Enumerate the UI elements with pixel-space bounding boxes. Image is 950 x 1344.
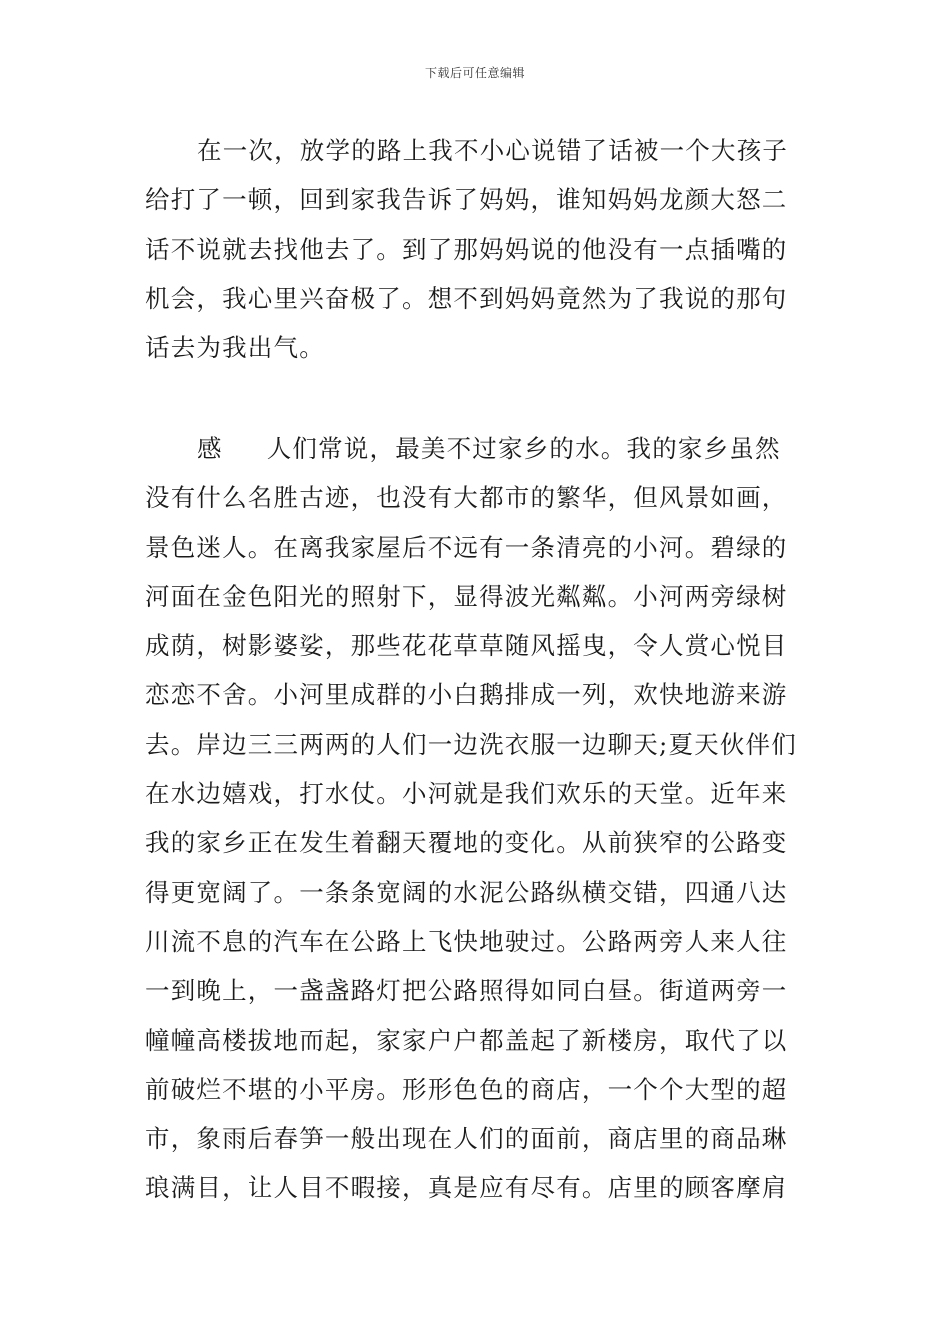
text-line: 前破烂不堪的小平房。形形色色的商店，一个个大型的超 [145, 1074, 788, 1104]
text-line: 恋恋不舍。小河里成群的小白鹅排成一列，欢快地游来游 [145, 680, 788, 710]
text-line: 川流不息的汽车在公路上飞快地驶过。公路两旁人来人往 [145, 926, 788, 956]
text-line: 去。岸边三三两两的人们一边洗衣服一边聊天;夏天伙伴们 [145, 729, 797, 759]
text-line: 给打了一顿，回到家我告诉了妈妈，谁知妈妈龙颜大怒二 [145, 185, 788, 215]
text-line: 我的家乡正在发生着翻天覆地的变化。从前狭窄的公路变 [145, 828, 788, 858]
text-line: 机会，我心里兴奋极了。想不到妈妈竟然为了我说的那句 [145, 283, 788, 313]
text-line: 没有什么名胜古迹，也没有大都市的繁华，但风景如画， [145, 483, 788, 513]
text-line: 一到晚上，一盏盏路灯把公路照得如同白昼。街道两旁一 [145, 976, 788, 1006]
text-line: 话去为我出气。 [145, 333, 325, 363]
text-line: 市，象雨后春笋一般出现在人们的面前，商店里的商品琳 [145, 1124, 788, 1154]
text-line: 话不说就去找他去了。到了那妈妈说的他没有一点插嘴的 [145, 234, 788, 264]
first-line-text: 人们常说，最美不过家乡的水。我的家乡虽然 [266, 434, 781, 463]
text-line: 在水边嬉戏，打水仗。小河就是我们欢乐的天堂。近年来 [145, 779, 788, 809]
text-line: 景色迷人。在离我家屋后不远有一条清亮的小河。碧绿的 [145, 532, 788, 562]
paragraph-2 [145, 424, 810, 1213]
text-line: 在一次，放学的路上我不小心说错了话被一个大孩子 [197, 136, 789, 165]
text-line-first [145, 424, 810, 473]
text-line: 幢幢高楼拔地而起，家家户户都盖起了新楼房，取代了以 [145, 1025, 788, 1055]
paragraph-lead-char: 感 [197, 434, 223, 463]
text-line: 河面在金色阳光的照射下，显得波光粼粼。小河两旁绿树 [145, 581, 788, 611]
paragraph-1 [145, 126, 810, 372]
page-header: 下载后可任意编辑 [424, 66, 525, 80]
text-line: 琅满目，让人目不暇接，真是应有尽有。店里的顾客摩肩 [145, 1173, 788, 1203]
text-line: 得更宽阔了。一条条宽阔的水泥公路纵横交错，四通八达 [145, 877, 788, 907]
text-line: 成荫，树影婆娑，那些花花草草随风摇曳，令人赏心悦目 [145, 631, 788, 661]
